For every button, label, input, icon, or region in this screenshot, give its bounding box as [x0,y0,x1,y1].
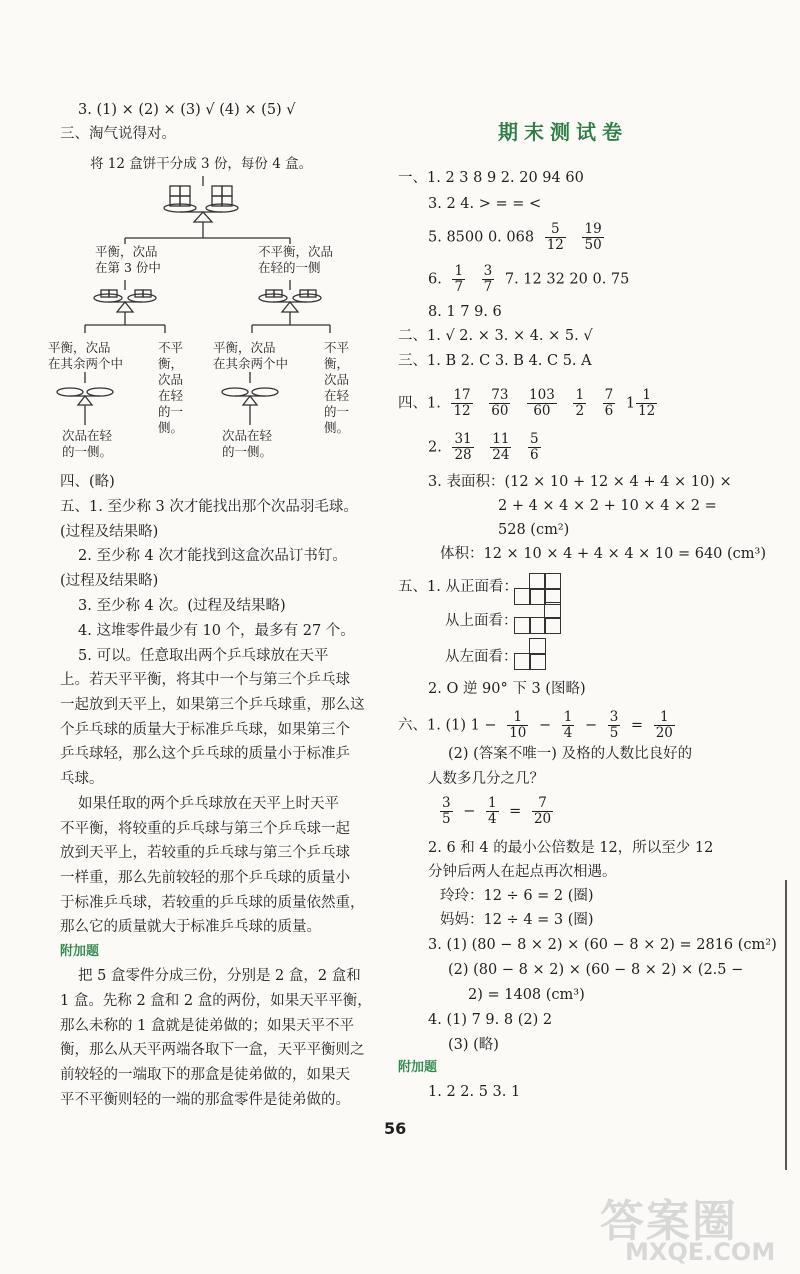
left-line-1: 3. (1) × (2) × (3) √ (4) × (5) √ [78,102,296,118]
right-line-14: 五、1. 从正面看： [398,579,518,595]
right-line-25: 妈妈：12 ÷ 4 = 3 (圈) [440,912,594,928]
fraction: $\frac{31}{28}$ [454,431,472,463]
left-line-6: (过程及结果略) [60,524,159,540]
left-line-24: 1 盒。先称 2 盒和 2 盒的两份，如果天平平衡， [60,993,372,1009]
right-line-23: 分钟后两人在起点再次相遇。 [428,864,617,880]
view-cell [544,617,561,634]
left-line-18: 不平衡，将较重的乒乓球与第三个乒乓球一起 [60,821,350,837]
fraction: $\frac{73}{60}$ [491,387,509,419]
diagram-bottom-left-result: 次品在轻 的一侧。 [62,428,113,459]
diagram-left-unbalanced: 不平 衡， 次品 在轻 的一 侧。 [158,340,184,435]
watermark-logo: 答案圈 [600,1196,738,1247]
right-line-10: 3. 表面积：(12 × 10 + 12 × 4 + 4 × 10) × [428,474,732,490]
right-line-8: 四、1. $\frac{17}{12}$ $\frac{73}{60}$ $\frac{103}{60}$ $\frac{1}{2}$ $\frac{7}{6}$ 1 $\frac{1}{12}$ [398,387,656,419]
fraction: $\frac{1}{4}$ [487,795,497,827]
diagram-title: 将 12 盒饼干分成 3 份，每份 4 盒。 [90,156,313,172]
left-line-22: 那么它的质量就大于标准乒乓球的质量。 [60,919,321,935]
left-line-7: 2. 至少称 4 次才能找到这盒次品订书钉。 [78,548,347,564]
fraction: $\frac{3}{7}$ [483,263,493,295]
right-line-6: 二、1. √ 2. × 3. × 4. × 5. √ [398,328,593,344]
right-line-15: 从上面看： [445,613,518,629]
right-line-19: (2) (答案不唯一) 及格的人数比良好的 [448,746,693,762]
right-line-18: 六、1. (1) 1 − $\frac{1}{10}$ − $\frac{1}{4}$ − $\frac{3}{5}$ = $\frac{1}{20}$ [398,709,673,741]
right-line-28: 2) = 1408 (cm³) [468,987,585,1003]
section-title: 期末测试卷 [498,120,628,144]
fraction: $\frac{7}{20}$ [533,795,552,827]
diagram-left-balanced: 平衡，次品 在其余两个中 [48,340,124,371]
fraction: $\frac{5}{12}$ [546,221,564,253]
left-line-25: 那么未称的 1 盒就是徒弟做的；如果天平不平 [60,1018,354,1034]
fraction: $\frac{7}{6}$ [604,387,614,419]
left-line-14: 个乒乓球的质量大于标准乒乓球，如果第三个 [60,722,350,738]
right-line-4: 6. $\frac{1}{7}$ $\frac{3}{7}$ 7. 12 32 20 0. 75 [428,263,630,295]
fraction: $\frac{1}{4}$ [563,709,573,741]
left-extra-heading: 附加题 [60,944,100,959]
diagram-right-balanced: 平衡，次品 在其余两个中 [213,340,289,371]
left-line-12: 上。若天平平衡，将其中一个与第三个乒乓球 [60,672,350,688]
right-line-7: 三、1. B 2. C 3. B 4. C 5. A [398,353,592,369]
right-line-16: 从左面看： [445,649,518,665]
fraction: $\frac{17}{12}$ [453,387,471,419]
right-line-27: (2) (80 − 8 × 2) × (60 − 8 × 2) × (2.5 − [448,962,744,978]
right-line-1: 一、1. 2 3 8 9 2. 20 94 60 [398,170,584,186]
view-cell [529,653,546,670]
fraction: $\frac{103}{60}$ [529,387,555,419]
left-line-13: 一起放到天平上，如果第三个乒乓球重，那么这 [60,697,365,713]
right-line-22: 2. 6 和 4 的最小公倍数是 12，所以至少 12 [428,840,714,856]
right-line-17: 2. O 逆 90° 下 3 (图略) [428,681,586,697]
fraction: $\frac{11}{24}$ [492,431,510,463]
right-line-24: 玲玲：12 ÷ 6 = 2 (圈) [440,888,594,904]
page-number: 56 [384,1119,407,1138]
page-edge-line [785,880,787,1170]
fraction: $\frac{3}{5}$ [442,795,451,827]
left-line-15: 乒乓球轻，那么这个乒乓球的质量小于标准乒 [60,746,350,762]
right-line-3: 5. 8500 0. 068 $\frac{5}{12}$ $\frac{19}{50}$ [428,221,602,253]
right-line-2: 3. 2 4. > = = < [428,196,542,212]
left-line-11: 5. 可以。任意取出两个乒乓球放在天平 [78,648,329,664]
left-line-26: 衡，那么从天平两端各取下一盒，天平平衡则之 [60,1042,365,1058]
right-line-9: 2. $\frac{31}{28}$ $\frac{11}{24}$ $\frac{5}{6}$ [428,431,539,463]
right-line-11: 2 + 4 × 4 × 2 + 10 × 4 × 2 = [498,498,717,514]
left-line-20: 一样重，那么先前较轻的那个乒乓球的质量小 [60,870,350,886]
left-line-19: 放到天平上，若较重的乒乓球与第三个乒乓球 [60,845,350,861]
left-line-2: 三、淘气说得对。 [60,126,176,142]
fraction: $\frac{1}{7}$ [454,263,464,295]
right-line-31: 1. 2 2. 5 3. 1 [428,1084,521,1100]
left-line-16: 乓球。 [60,771,104,787]
left-line-27: 前较轻的一端取下的那盒是徒弟做的，如果天 [60,1067,350,1083]
diagram-bottom-right-result: 次品在轻 的一侧。 [222,428,273,459]
left-line-10: 4. 这堆零件最少有 10 个，最多有 27 个。 [78,623,355,639]
left-line-17: 如果任取的两个乒乓球放在天平上时天平 [78,796,339,812]
watermark-url: MXQE.COM [625,1238,776,1266]
left-line-28: 平不平衡则轻的一端的那盒零件是徒弟做的。 [60,1092,350,1108]
fraction: $\frac{1}{2}$ [575,387,585,419]
left-line-23: 把 5 盒零件分成三份，分别是 2 盒，2 盒和 [78,968,361,984]
right-line-26: 3. (1) (80 − 8 × 2) × (60 − 8 × 2) = 2816 (cm²) [428,937,777,953]
fraction: $\frac{1}{20}$ [655,709,673,741]
right-line-12: 528 (cm²) [498,522,570,538]
fraction: $\frac{1}{10}$ [509,709,527,741]
right-line-29: 4. (1) 7 9. 8 (2) 2 [428,1012,553,1028]
fraction: $\frac{5}{6}$ [530,431,539,463]
right-line-20: 人数多几分之几？ [428,771,544,787]
left-line-9: 3. 至少称 4 次。(过程及结果略) [78,598,286,614]
fraction: $\frac{1}{12}$ [638,387,656,419]
diagram-balanced-label: 平衡，次品 在第 3 份中 [95,244,161,275]
right-line-13: 体积：12 × 10 × 4 + 4 × 4 × 10 = 640 (cm³) [440,546,767,562]
left-line-8: (过程及结果略) [60,573,159,589]
diagram-right-unbalanced: 不平 衡， 次品 在轻 的一 侧。 [324,340,350,435]
right-extra-heading: 附加题 [398,1060,438,1075]
left-line-21: 于标准乒乓球，若较重的乒乓球的质量依然重， [60,895,365,911]
right-line-5: 8. 1 7 9. 6 [428,304,502,320]
right-line-21: $\frac{3}{5}$ − $\frac{1}{4}$ = $\frac{7}{20}$ [442,795,552,827]
fraction: $\frac{19}{50}$ [584,221,602,253]
fraction: $\frac{3}{5}$ [609,709,619,741]
right-line-30: (3) (略) [448,1037,499,1053]
left-line-5: 五、1. 至少称 3 次才能找出那个次品羽毛球。 [60,499,358,515]
left-line-4: 四、(略) [60,474,115,490]
diagram-unbalanced-label: 不平衡，次品 在轻的一侧 [258,244,334,275]
